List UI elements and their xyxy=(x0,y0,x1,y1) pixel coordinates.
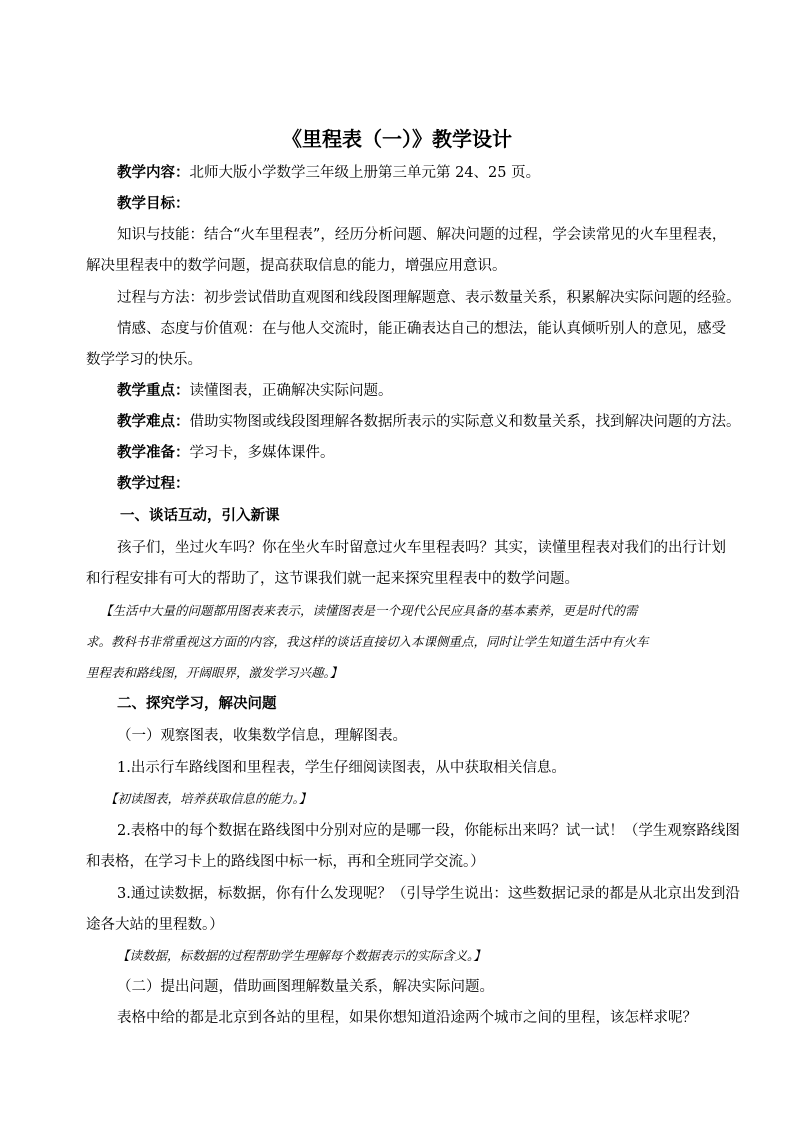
prep-text: 学习卡，多媒体课件。 xyxy=(189,445,335,461)
process-label: 教学过程： xyxy=(117,476,190,492)
content-label: 教学内容： xyxy=(117,165,190,181)
item1: 1.出示行车路线图和里程表，学生仔细阅读图表，从中获取相关信息。 xyxy=(117,760,566,776)
design-note-1-line3: 里程表和路线图，开阔眼界，激发学习兴趣。】 xyxy=(86,665,343,680)
difficult-point xyxy=(117,412,747,432)
item2-line2: 和表格，在学习卡上的路线图中标一标，再和全班同学交流。） xyxy=(86,854,485,870)
goal1-line1: 知识与技能：结合“火车里程表”，经历分析问题、解决问题的过程，学会读常见的火车里程表， xyxy=(117,227,727,243)
difficult-text: 借助实物图或线段图理解各数据所表示的实际意义和数量关系，找到解决问题的方法。 xyxy=(189,414,741,430)
teaching-content xyxy=(117,163,747,183)
preparation xyxy=(117,443,747,463)
key-text: 读懂图表，正确解决实际问题。 xyxy=(189,383,393,399)
subsection1: （一）观察图表，收集数学信息，理解图表。 xyxy=(117,728,407,744)
page-title: 《里程表（一）》教学设计 xyxy=(282,127,512,151)
goals-label: 教学目标： xyxy=(117,196,190,212)
item2-line1: 2.表格中的每个数据在路线图中分别对应的是哪一段，你能标出来吗？试一试！（学生观察路线图 xyxy=(117,823,740,839)
section1-heading: 一、谈话互动，引入新课 xyxy=(120,508,280,524)
item3-line2: 途各大站的里程数。） xyxy=(86,917,224,933)
design-note-2: 【初读图表，培养获取信息的能力。】 xyxy=(105,791,312,806)
section1-paragraph-line2: 和行程安排有可大的帮助了，这节课我们就一起来探究里程表中的数学问题。 xyxy=(86,571,579,587)
goal3-line2: 数学学习的快乐。 xyxy=(86,352,202,368)
difficult-label: 教学难点： xyxy=(117,414,190,430)
section1-paragraph-line1: 孩子们，坐过火车吗？你在坐火车时留意过火车里程表吗？其实，读懂里程表对我们的出行计划 xyxy=(117,540,726,556)
key-point xyxy=(117,381,747,401)
prep-label: 教学准备： xyxy=(117,445,190,461)
content-text: 北师大版小学数学三年级上册第三单元第 24、25 页。 xyxy=(189,165,541,181)
design-note-3: 【读数据，标数据的过程帮助学生理解每个数据表示的实际含义。】 xyxy=(117,948,486,963)
goal1-line2: 解决里程表中的数学问题，提高获取信息的能力，增强应用意识。 xyxy=(86,258,507,274)
section2-heading: 二、探究学习，解决问题 xyxy=(117,696,277,712)
design-note-1-line1: 【生活中大量的问题都用图表来表示，读懂图表是一个现代公民应具备的基本素养，更是时代的需 xyxy=(100,603,638,618)
goal2: 过程与方法：初步尝试借助直观图和线段图理解题意、表示数量关系，积累解决实际问题的经验。 xyxy=(117,290,741,306)
item3-line1: 3.通过读数据，标数据，你有什么发现呢？（引导学生说出：这些数据记录的都是从北京出发到沿 xyxy=(117,886,740,902)
subsection2: （二）提出问题，借助画图理解数量关系，解决实际问题。 xyxy=(117,979,494,995)
final-question: 表格中给的都是北京到各站的里程，如果你想知道沿途两个城市之间的里程，该怎样求呢？ xyxy=(117,1010,697,1026)
key-label: 教学重点： xyxy=(117,383,190,399)
design-note-1-line2: 求。教科书非常重视这方面的内容，我这样的谈话直接切入本课侧重点，同时让学生知道生活中有火车 xyxy=(86,634,649,649)
goal3-line1: 情感、态度与价值观：在与他人交流时，能正确表达自己的想法，能认真倾听别人的意见，感受 xyxy=(117,321,726,337)
